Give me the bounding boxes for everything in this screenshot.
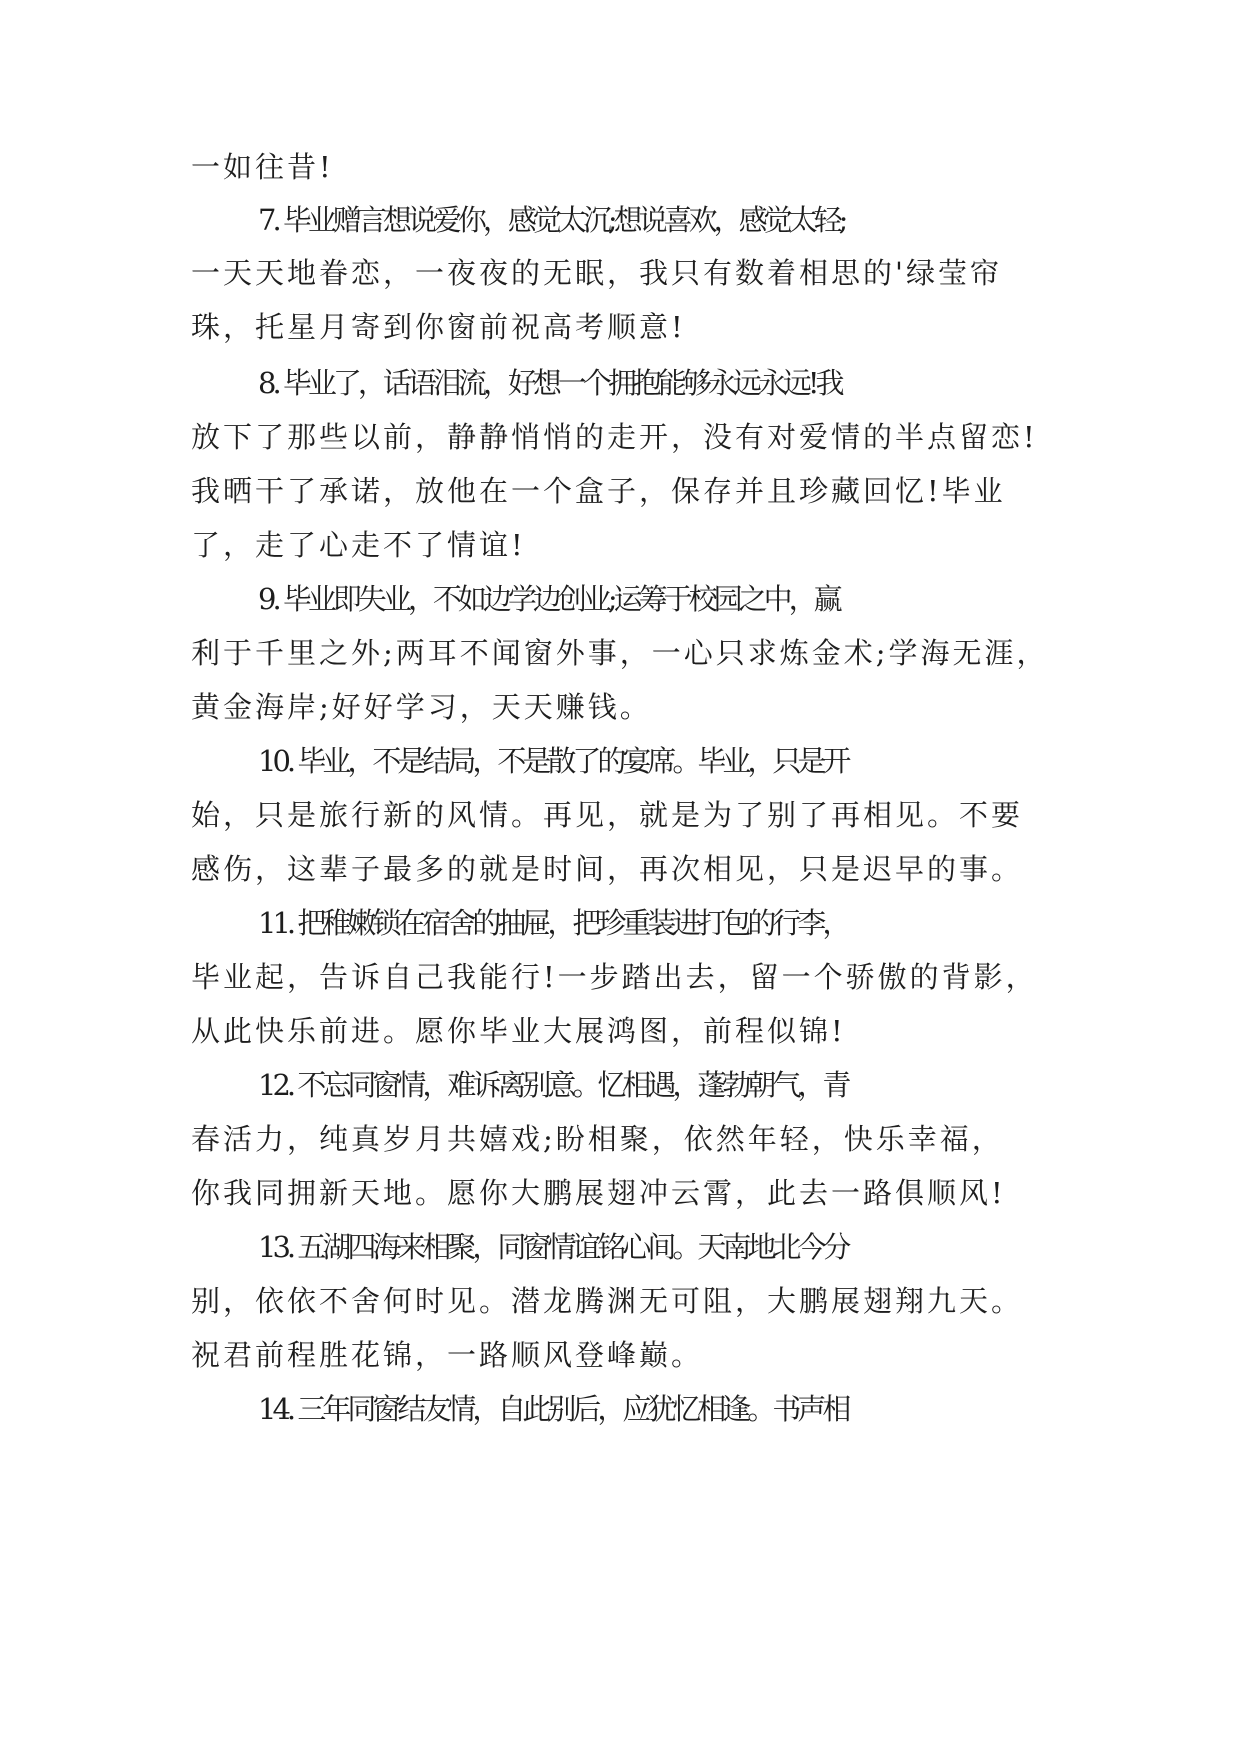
text-line: 利于千里之外;两耳不闻窗外事，一心只求炼金术;学海无涯， xyxy=(191,636,1049,670)
text-line: 别，依依不舍何时见。潜龙腾渊无可阻，大鹏展翅翔九天。 xyxy=(191,1284,1024,1318)
text-line: 祝君前程胜花锦，一路顺风登峰巅。 xyxy=(191,1338,704,1372)
text-line: 9. 毕业即失业，不如边学边创业;运筹于校园之中，赢 xyxy=(258,582,839,616)
text-line: 感伤，这辈子最多的就是时间，再次相见，只是迟早的事。 xyxy=(191,852,1024,886)
text-line: 春活力，纯真岁月共嬉戏;盼相聚，依然年轻，快乐幸福， xyxy=(191,1122,1004,1156)
text-line: 10. 毕业，不是结局，不是散了的宴席。毕业，只是开 xyxy=(258,744,848,778)
text-line: 你我同拥新天地。愿你大鹏展翅冲云霄，此去一路俱顺风! xyxy=(191,1176,1006,1210)
text-line: 放下了那些以前，静静悄悄的走开，没有对爱情的半点留恋! xyxy=(191,420,1038,454)
text-line: 黄金海岸;好好学习，天天赚钱。 xyxy=(191,690,652,724)
text-line: 13. 五湖四海来相聚，同窗情谊铭心间。天南地北今分 xyxy=(258,1230,848,1264)
text-line: 一天天地眷恋，一夜夜的无眠，我只有数着相思的'绿莹帘 xyxy=(191,256,1002,290)
text-line: 12. 不忘同窗情，难诉离别意。忆相遇，蓬勃朝气，青 xyxy=(258,1068,848,1102)
text-line: 始，只是旅行新的风情。再见，就是为了别了再相见。不要 xyxy=(191,798,1024,832)
text-line: 8. 毕业了，话语泪流，好想一个拥抱能够永远永远!我 xyxy=(258,366,841,400)
text-line: 一如往昔! xyxy=(191,150,334,184)
text-line: 11. 把稚嫩锁在宿舍的抽屉，把珍重装进打包的行李， xyxy=(258,906,848,940)
text-line: 毕业起，告诉自己我能行!一步踏出去，留一个骄傲的背影， xyxy=(191,960,1038,994)
text-line: 从此快乐前进。愿你毕业大展鸿图，前程似锦! xyxy=(191,1014,846,1048)
text-line: 我晒干了承诺，放他在一个盒子，保存并且珍藏回忆!毕业 xyxy=(191,474,1006,508)
text-line: 7. 毕业赠言想说爱你，感觉太沉;想说喜欢，感觉太轻; xyxy=(258,203,845,237)
text-line: 珠，托星月寄到你窗前祝高考顺意! xyxy=(191,310,686,344)
text-line: 了，走了心走不了情谊! xyxy=(191,528,526,562)
text-line: 14. 三年同窗结友情，自此别后，应犹忆相逢。书声相 xyxy=(258,1392,848,1426)
